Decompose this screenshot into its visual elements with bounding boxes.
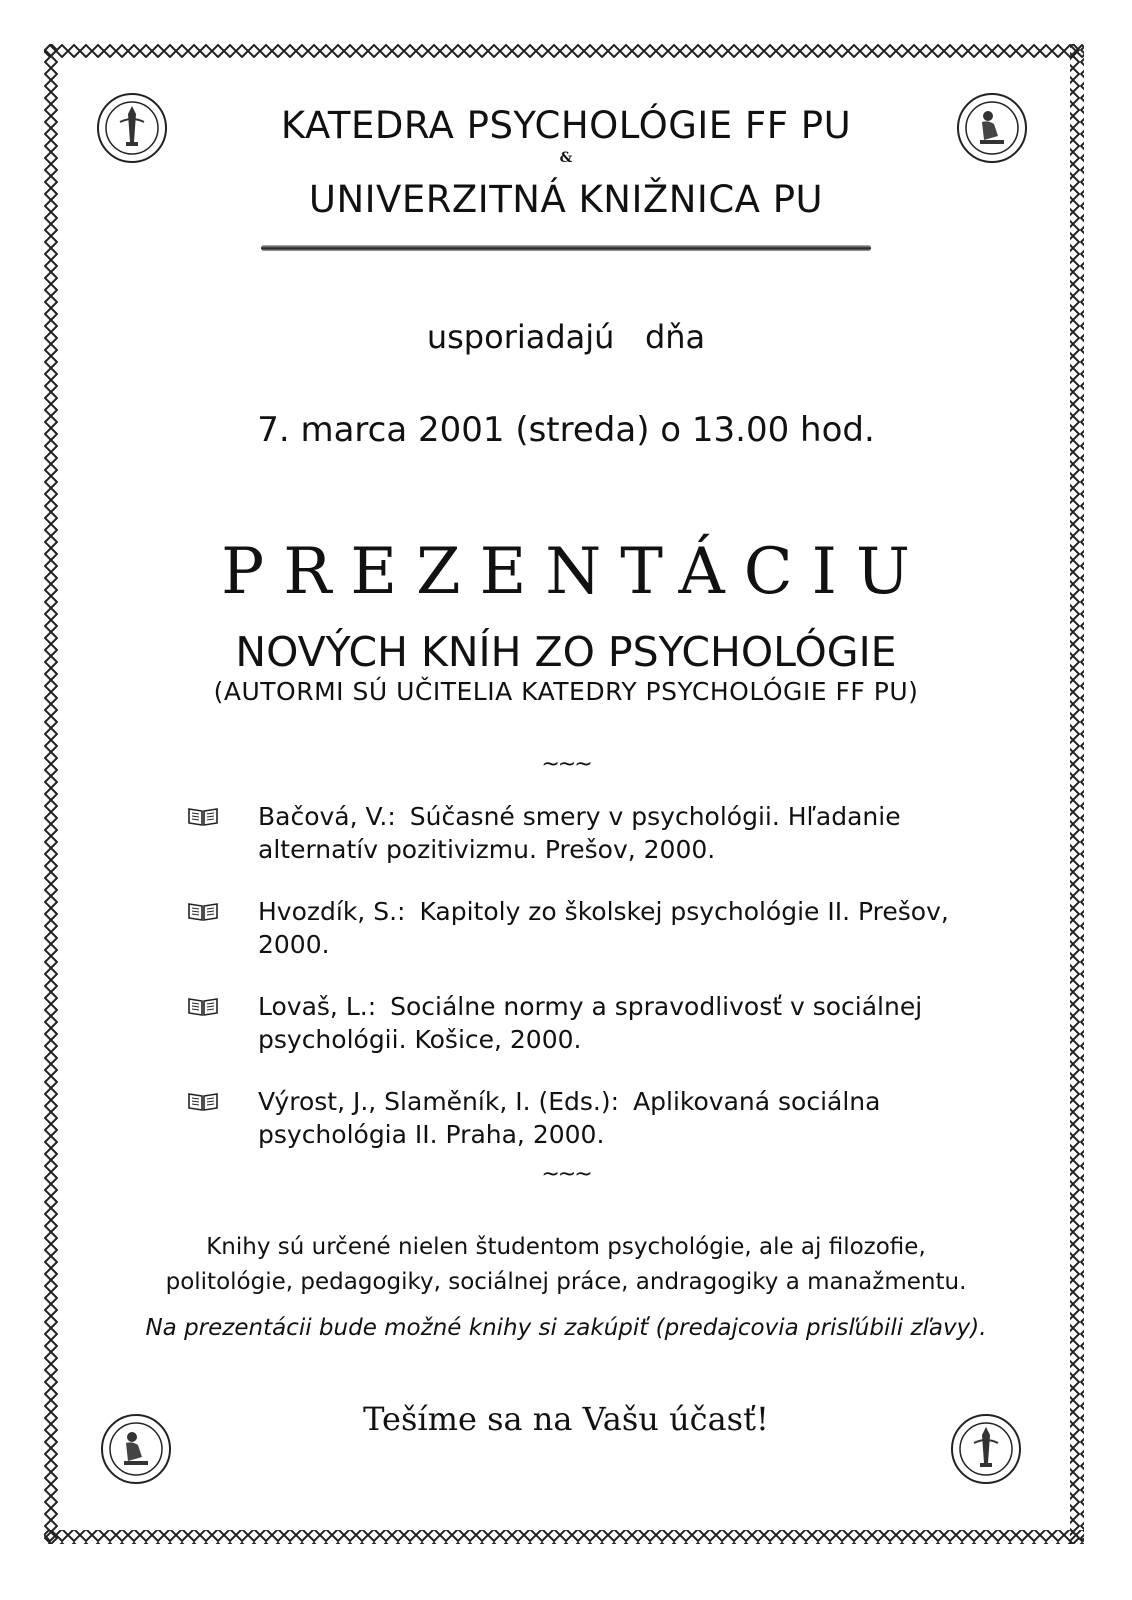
book-author: Lovaš, L.: [258,992,377,1021]
page-title: PREZENTÁCIU [221,535,929,609]
book-author: Bačová, V.: [258,802,396,831]
closing-line: Tešíme sa na Vašu účasť! [363,1400,769,1438]
list-item [186,800,986,866]
ampersand: & [559,150,573,166]
book-title: Sociálne normy a spravodlivosť v sociálnej psychológii. Košice, 2000. [258,992,923,1054]
book-title: Súčasné smery v psychológii. Hľadanie alternatív pozitivizmu. Prešov, 2000. [258,802,901,864]
intro-text: usporiadajú dňa [426,318,706,356]
book-author: Hvozdík, S.: [258,897,406,926]
audience-line-1: Knihy sú určené nielen študentom psychológie, ale aj filozofie, [206,1234,926,1260]
list-item [186,895,986,961]
header-divider [261,245,871,251]
book-title: Kapitoly zo školskej psychológie II. Prešov, 2000. [258,897,949,959]
book-list [186,800,986,1180]
book-title: Aplikovaná sociálna psychológia II. Praha, 2000. [258,1087,881,1149]
organizer-line-1: KATEDRA PSYCHOLÓGIE FF PU [280,104,852,147]
audience-line-2: politológie, pedagogiky, sociálnej práce, andragogiky a manažmentu. [165,1269,967,1295]
separator: ~~~ [541,752,591,777]
event-date: 7. marca 2001 (streda) o 13.00 hod. [257,410,875,450]
open-book-icon [188,901,218,921]
book-author: Výrost, J., Slaměník, I. (Eds.): [258,1087,620,1116]
authors-note: (AUTORMI SÚ UČITELIA KATEDRY PSYCHOLÓGIE FF PU) [213,677,919,706]
audience-paragraph [0,1230,1132,1300]
purchase-note: Na prezentácii bude možné knihy si zakúpiť (predajcovia prisľúbili zľavy). [145,1315,987,1341]
list-item [186,990,986,1056]
open-book-icon [188,806,218,826]
organizer-line-2: UNIVERZITNÁ KNIŽNICA PU [308,178,824,221]
separator: ~~~ [541,1162,591,1187]
open-book-icon [188,996,218,1016]
list-item [186,1085,986,1151]
page-subtitle: NOVÝCH KNÍH ZO PSYCHOLÓGIE [235,628,897,676]
open-book-icon [188,1091,218,1111]
